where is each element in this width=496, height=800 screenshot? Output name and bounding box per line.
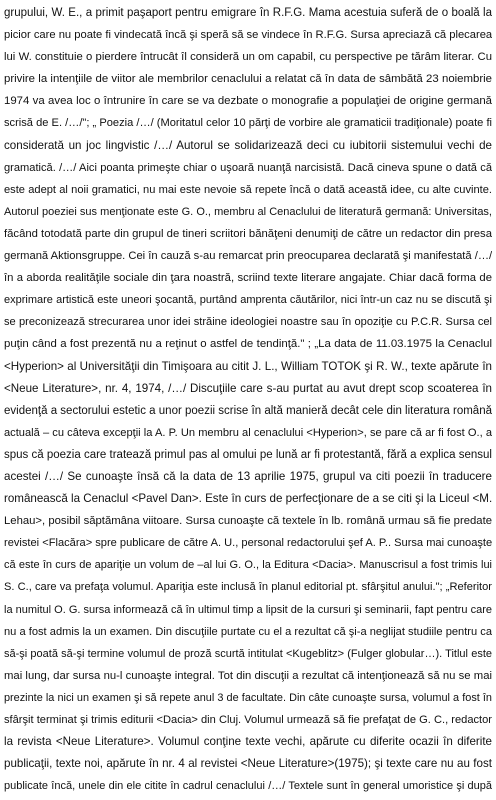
text-line: actuală – cu câteva excepţii la A. P. Un membru al cenaclului <Hyperion>, se pare că ar fi fost O., a — [4, 426, 492, 439]
text-line: gramatică. /…/ Aici poanta primeşte chiar o uşoară nuanţă narcisistă. Dacă cineva spune o dată că — [4, 161, 492, 174]
text-line: publicaţii, texte noi, apărute în nr. 4 al revistei <Neue Literature>(1975); şi texte care nu au fost — [4, 757, 492, 771]
text-line: scrisă de E. /…/"; „ Poezia /…/ (Moritatul celor 10 părţi de vorbire ale gramaticii tradiţionale) poate fi — [4, 117, 492, 130]
text-line: acestei /…/ Se cunoaşte însă că la data de 13 aprilie 1975, grupul va citi poezii în traducere — [4, 469, 492, 483]
text-line: prezinte la nici un examen şi să repete anul 3 de facultate. Din câte cunoaşte sursa, volumul a fost în — [4, 691, 492, 704]
text-line: în a aborda realităţile sociale din ţara noastră, scriind texte literare angajate. Chiar dacă forma de — [4, 272, 492, 285]
text-line: la numitul O. G. sursa informează că în ultimul timp a lipsit de la cursuri şi seminarii, fapt pentru care — [4, 603, 492, 616]
text-line: sfârşit terminat şi trimis editurii <Dacia> din Cluj. Volumul urmează să fie prefaţat de G. C., redactor — [4, 714, 492, 726]
text-line: grupului, W. E., a primit paşaport pentru emigrare în R.F.G. Mama acestuia suferă de o boală la — [4, 7, 492, 19]
text-line: revistei <Flacăra> spre publicare de către A. U., personal redactorului şef A. P.. Sursa mai cunoaşte — [4, 537, 492, 550]
text-line: să-şi poată să-şi termine volumul de proză scurtă intitulat <Kugeblitz> (Fulger globular…). Titlul este — [4, 647, 492, 660]
text-line: germană Aktionsgruppe. Cei în cauză s-au remarcat prin preocuparea declarată şi manifestată /…/ — [4, 250, 492, 263]
text-line: evidenţă a sectorului estetic a unor poezii scrise în altă manieră decât cele din literatura română — [4, 404, 492, 417]
text-line: este adept al noii gramatici, nu mai este nevoie să repete încă o dată această idee, cu alte cuvinte. — [4, 183, 492, 196]
document-body — [4, 2, 492, 797]
text-line: <Neue Literature>, nr. 4, 1974, /…/ Discuţiile care s-au purtat au avut drept scop scoaterea în — [4, 381, 492, 395]
text-line: Lehau>, posibil săptămâna viitoare. Sursa cunoaşte că textele în lb. română urmau să fie predate — [4, 515, 492, 528]
text-line: la revista <Neue Literature>. Volumul conţine texte vechi, apărute cu diferite ocazii în diferite — [4, 735, 492, 749]
text-line: mai lung, dar sursa nu-l cunoaşte integral. Tot din discuţii a rezultat că intenţionează să nu se mai — [4, 669, 492, 682]
text-line: exprimare artistică este uneori şocantă, purtând amprenta căutărilor, nici într-un caz nu se discută şi — [4, 294, 492, 307]
text-line: lui W. constituie o pierdere întrucât îl consideră un om capabil, cu perspective pe tărâm literar. Cu — [4, 51, 492, 64]
text-line: făcând totodată parte din grupul de tineri scriitori bănăţeni denumiţi de către un redactor din presa — [4, 227, 492, 240]
text-line: se preconizează strecurarea unor idei străine ideologiei noastre sau în opoziţie cu P.C.R. Sursa cel — [4, 316, 492, 329]
text-line: Autorul poeziei sus menţionate este G. O., membru al Cenaclului de literatură germană: Universitas, — [4, 205, 492, 218]
text-line: nu a fost admis la un examen. Din discuţiile purtate cu el a rezultat că şi-a neglijat studiile pentru ca — [4, 625, 492, 638]
text-line: <Hyperion> al Universităţii din Timişoara au citit J. L., William TOTOK şi R. W., texte apărute în — [4, 359, 492, 373]
text-line: puţin când a fost prezentă nu a reţinut o astfel de tendinţă." ; „La data de 11.03.1975 la Cenaclul — [4, 338, 492, 351]
text-line: spus că poezia care tratează primul pas al omului pe lună ar fi protestantă, fără a explica sensul — [4, 448, 492, 461]
text-line: publicate încă, unele din ele citite în cadrul cenaclului /…/ Textele sunt în general umoristice şi după — [4, 780, 492, 793]
text-line: că este în curs de apariţie un volum de –al lui G. O., la Editura <Dacia>. Manuscrisul a fost trimis lui — [4, 559, 492, 572]
text-line: S. C., care va prefaţa volumul. Apariţia este inclusă în planul editorial pt. sfârşitul anului."; „Referitor — [4, 581, 492, 594]
text-line: considerată un joc lingvistic /…/ Autorul se solidarizează deci cu iubitorii sistemului vechi de — [4, 138, 492, 152]
text-line: 1974 va avea loc o întrunire în care se va dezbate o monografie a populaţiei de origine germană — [4, 95, 492, 108]
text-line: privire la intenţiile de viitor ale membrilor cenaclului a relatat că în data de sâmbătă 23 noiembrie — [4, 73, 492, 86]
text-line: picior care nu poate fi vindecată încă şi speră să se vindece în R.F.G. Sursa apreciază că plecarea — [4, 29, 492, 42]
text-line: românească la Cenaclul <Pavel Dan>. Este în curs de perfecţionare de a se citi şi la Liceul <M. — [4, 492, 492, 506]
